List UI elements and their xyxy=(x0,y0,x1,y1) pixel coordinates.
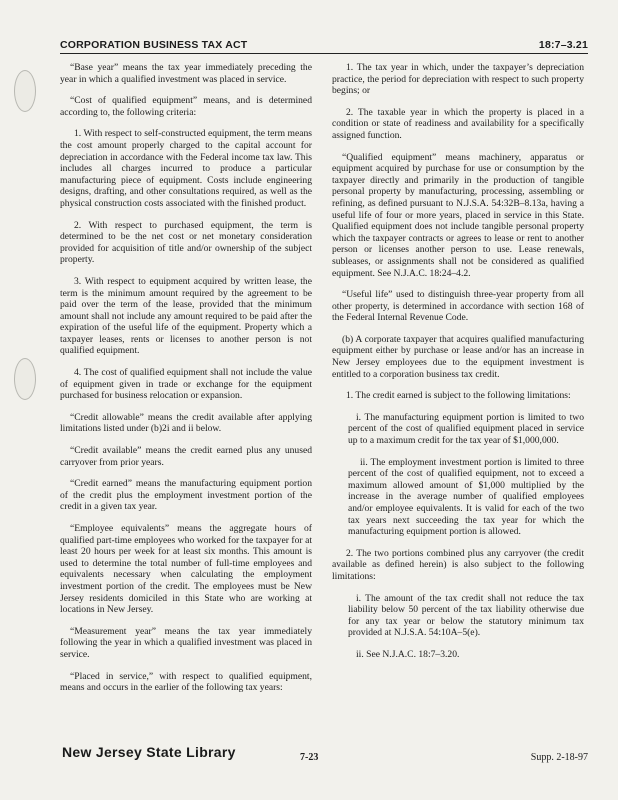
limitation-2: 2. The two portions combined plus any carryover (the credit available as defined herein) is also subject to the following limitations: xyxy=(332,547,584,582)
page-number: 7-23 xyxy=(300,752,319,763)
subsection-b: (b) A corporate taxpayer that acquires qualified manufacturing equipment either by purchase or lease and/or has an increase in New Jersey employees due to the equipment investment is entitled to a corporation business tax credit. xyxy=(332,333,584,380)
binder-hole-top xyxy=(14,70,36,112)
page-header xyxy=(60,38,588,54)
definition-employee-equivalents: “Employee equivalents” means the aggregate hours of qualified part-time employees who worked for the taxpayer for at least 20 hours per week for at least six months. This amount is used to determine the total number of full-time employees and equivalents necessary when calculating the employment investment portion of the credit. The employees must be New Jersey residents domiciled in this State who are working at locations in New Jersey. xyxy=(60,523,312,616)
definition-base-year: “Base year” means the tax year immediately preceding the year in which a qualified investment was placed in service. xyxy=(60,62,312,85)
cost-criterion-4: 4. The cost of qualified equipment shall not include the value of equipment given in trade or exchange for the equipment purchased for business relocation or expansion. xyxy=(60,367,312,402)
definition-cost-qualified-equipment: “Cost of qualified equipment” means, and is determined according to, the following criteria: xyxy=(60,95,312,118)
supplement-date: Supp. 2-18-97 xyxy=(530,752,588,763)
placed-in-service-1: 1. The tax year in which, under the taxpayer’s depreciation practice, the period for depreciation with respect to such property begins; or xyxy=(332,62,584,97)
header-title: CORPORATION BUSINESS TAX ACT xyxy=(60,39,248,51)
placed-in-service-2: 2. The taxable year in which the property is placed in a condition or state of readiness and availability for a specifically assigned function. xyxy=(332,106,584,141)
cost-criterion-1: 1. With respect to self-constructed equipment, the term means the cost amount properly charged to the capital account for depreciation in accordance with the Federal income tax law. This includes all charges incurred to produce a particular manufacturing piece of equipment. Costs include engineering designs, drafting, and other consultations required, as well as the physical construction costs associated with the finished product. xyxy=(60,128,312,209)
definition-placed-in-service: “Placed in service,” with respect to qualified equipment, means and occurs in the earlier of the following tax years: xyxy=(60,670,312,694)
definition-useful-life: “Useful life” used to distinguish three-year property from all other property, is determined in accordance with section 168 of the Federal Internal Revenue Code. xyxy=(332,289,584,324)
definition-credit-available: “Credit available” means the credit earned plus any unused carryover from prior years. xyxy=(60,445,312,468)
limitation-2-ii: ii. See N.J.A.C. 18:7–3.20. xyxy=(356,648,460,660)
limitation-1-ii: ii. The employment investment portion is limited to three percent of the cost of qualified equipment, not to exceed a maximum allowed amount of $1,000 multiplied by the increase in the average number of qualified employees and/or employee equivalents. It is valid for each of the two tax years next succeeding the tax year for which the manufacturing equipment portion is allowed. xyxy=(348,456,584,538)
cost-criterion-2: 2. With respect to purchased equipment, the term is determined to be the net cost or net monetary consideration provided for acquisition of title and/or ownership of the subject property. xyxy=(60,219,312,266)
header-section: 18:7–3.21 xyxy=(538,39,588,51)
cost-criterion-3: 3. With respect to equipment acquired by written lease, the term is the minimum amount required by the agreement to be paid over the term of the lease, provided that the minimum amount shall not include any amount required to be paid after the expiration of the useful life of the equipment. Property which a taxpayer leases, rents or licenses to another person is not qualified equipment. xyxy=(60,275,312,357)
right-column xyxy=(332,62,584,671)
limitation-2-i: i. The amount of the tax credit shall not reduce the tax liability below 50 percent of the tax liability otherwise due for any tax year or below the statutory minimum tax provided at N.J.S.A. 54:10A–5(e). xyxy=(348,592,584,639)
library-logo: New Jersey State Library xyxy=(62,744,236,760)
definition-qualified-equipment: “Qualified equipment” means machinery, apparatus or equipment acquired by purchase for use or consumption by the taxpayer directly and primarily in the production of tangible personal property by manufacturing, processing, assembling or refining, as defined pursuant to N.J.S.A. 54:32B–8.13a, having a useful life of four or more years, placed in service in this State. Qualified equipment does not include tangible personal property which the taxpayer contracts or agrees to lease or rent to another person or licenses another person to use. Lease renewals, subleases, or assignments shall not be considered as qualified equipment. See N.J.A.C. 18:24–4.2. xyxy=(332,151,584,279)
definition-credit-allowable: “Credit allowable” means the credit available after applying limitations listed under (b)2i and ii below. xyxy=(60,411,312,435)
limitation-1: 1. The credit earned is subject to the following limitations: xyxy=(346,390,571,402)
binder-hole-bottom xyxy=(14,358,36,400)
definition-credit-earned: “Credit earned” means the manufacturing equipment portion of the credit plus the employment investment portion of the credit in a given tax year. xyxy=(60,478,312,513)
definition-measurement-year: “Measurement year” means the tax year immediately following the year in which a qualified investment was placed in service. xyxy=(60,625,312,660)
left-column xyxy=(60,62,312,704)
limitation-1-i: i. The manufacturing equipment portion is limited to two percent of the cost of qualified equipment placed in service up to a maximum credit for the tax year of $1,000,000. xyxy=(348,411,584,447)
